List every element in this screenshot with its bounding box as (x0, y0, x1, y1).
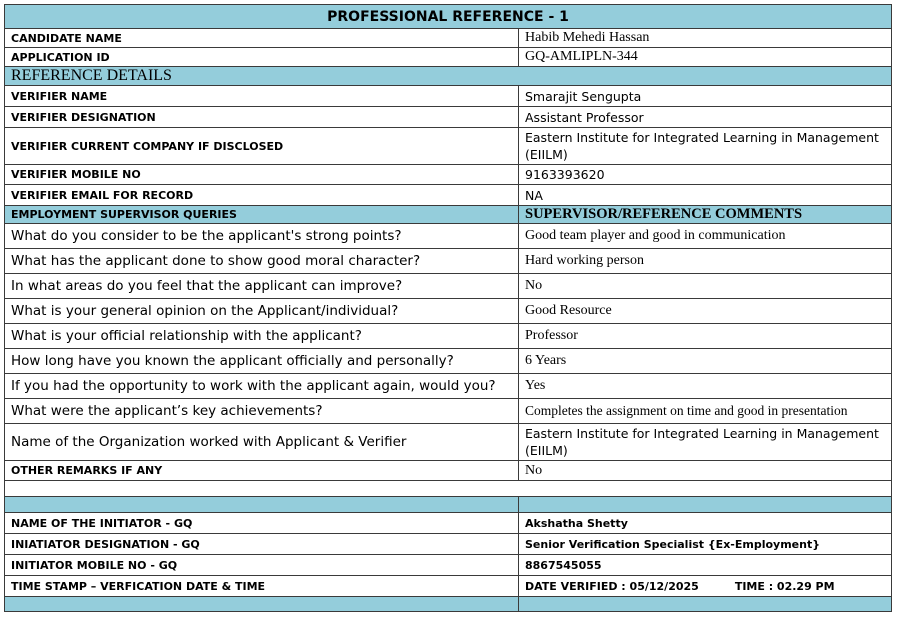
spacer-row (5, 481, 892, 497)
verifier-designation-value: Assistant Professor (519, 107, 892, 128)
query-row (5, 374, 892, 399)
reference-form (4, 4, 892, 612)
verifier-email-label: VERIFIER EMAIL FOR RECORD (5, 185, 519, 206)
query-question: What has the applicant done to show good moral character? (5, 249, 519, 274)
verifier-mobile-label: VERIFIER MOBILE NO (5, 165, 519, 185)
query-answer: Completes the assignment on time and good in presentation (519, 399, 892, 424)
verifier-designation-label: VERIFIER DESIGNATION (5, 107, 519, 128)
query-answer: No (519, 274, 892, 299)
time-verified: TIME : 02.29 PM (734, 579, 835, 593)
query-question: If you had the opportunity to work with the applicant again, would you? (5, 374, 519, 399)
query-question: How long have you known the applicant officially and personally? (5, 349, 519, 374)
query-answer: Yes (519, 374, 892, 399)
query-answer: Professor (519, 324, 892, 349)
query-row (5, 324, 892, 349)
candidate-name-label: CANDIDATE NAME (5, 29, 519, 48)
verifier-name-label: VERIFIER NAME (5, 86, 519, 107)
query-answer: Good Resource (519, 299, 892, 324)
query-question: Name of the Organization worked with Applicant & Verifier (5, 424, 519, 461)
query-question: What is your general opinion on the Applicant/individual? (5, 299, 519, 324)
date-verified: DATE VERIFIED : 05/12/2025 (525, 579, 699, 593)
timestamp-value (519, 576, 892, 597)
query-question: What is your official relationship with the applicant? (5, 324, 519, 349)
application-id-label: APPLICATION ID (5, 48, 519, 67)
other-remarks-label: OTHER REMARKS IF ANY (5, 461, 519, 481)
timestamp-label: TIME STAMP – VERFICATION DATE & TIME (5, 576, 519, 597)
query-row (5, 399, 892, 424)
query-answer: Hard working person (519, 249, 892, 274)
queries-header-right: SUPERVISOR/REFERENCE COMMENTS (519, 206, 892, 224)
query-question: What do you consider to be the applicant's strong points? (5, 224, 519, 249)
verifier-company-label: VERIFIER CURRENT COMPANY IF DISCLOSED (5, 128, 519, 165)
application-id-value: GQ-AMLIPLN-344 (519, 48, 892, 67)
queries-header-left: EMPLOYMENT SUPERVISOR QUERIES (5, 206, 519, 224)
page-title: PROFESSIONAL REFERENCE - 1 (5, 5, 892, 29)
initiator-designation-value: Senior Verification Specialist {Ex-Employment} (519, 534, 892, 555)
initiator-mobile-value: 8867545055 (519, 555, 892, 576)
query-question: What were the applicant’s key achievements? (5, 399, 519, 424)
verifier-email-value: NA (519, 185, 892, 206)
query-answer: Eastern Institute for Integrated Learning in Management (EIILM) (519, 424, 892, 461)
initiator-name-label: NAME OF THE INITIATOR - GQ (5, 513, 519, 534)
query-question: In what areas do you feel that the applicant can improve? (5, 274, 519, 299)
footer-teal-left (5, 597, 519, 612)
verifier-mobile-value: 9163393620 (519, 165, 892, 185)
query-answer: 6 Years (519, 349, 892, 374)
spacer-teal-left (5, 497, 519, 513)
query-row (5, 424, 892, 461)
initiator-name-value: Akshatha Shetty (519, 513, 892, 534)
query-row (5, 274, 892, 299)
spacer-teal-right (519, 497, 892, 513)
initiator-designation-label: INIATIATOR DESIGNATION - GQ (5, 534, 519, 555)
query-row (5, 224, 892, 249)
verifier-company-value: Eastern Institute for Integrated Learning in Management (EIILM) (519, 128, 892, 165)
query-row (5, 299, 892, 324)
query-row (5, 349, 892, 374)
other-remarks-value: No (519, 461, 892, 481)
initiator-mobile-label: INITIATOR MOBILE NO - GQ (5, 555, 519, 576)
query-row (5, 249, 892, 274)
query-answer: Good team player and good in communication (519, 224, 892, 249)
candidate-name-value: Habib Mehedi Hassan (519, 29, 892, 48)
reference-details-heading: REFERENCE DETAILS (5, 67, 892, 86)
verifier-name-value: Smarajit Sengupta (519, 86, 892, 107)
footer-teal-right (519, 597, 892, 612)
